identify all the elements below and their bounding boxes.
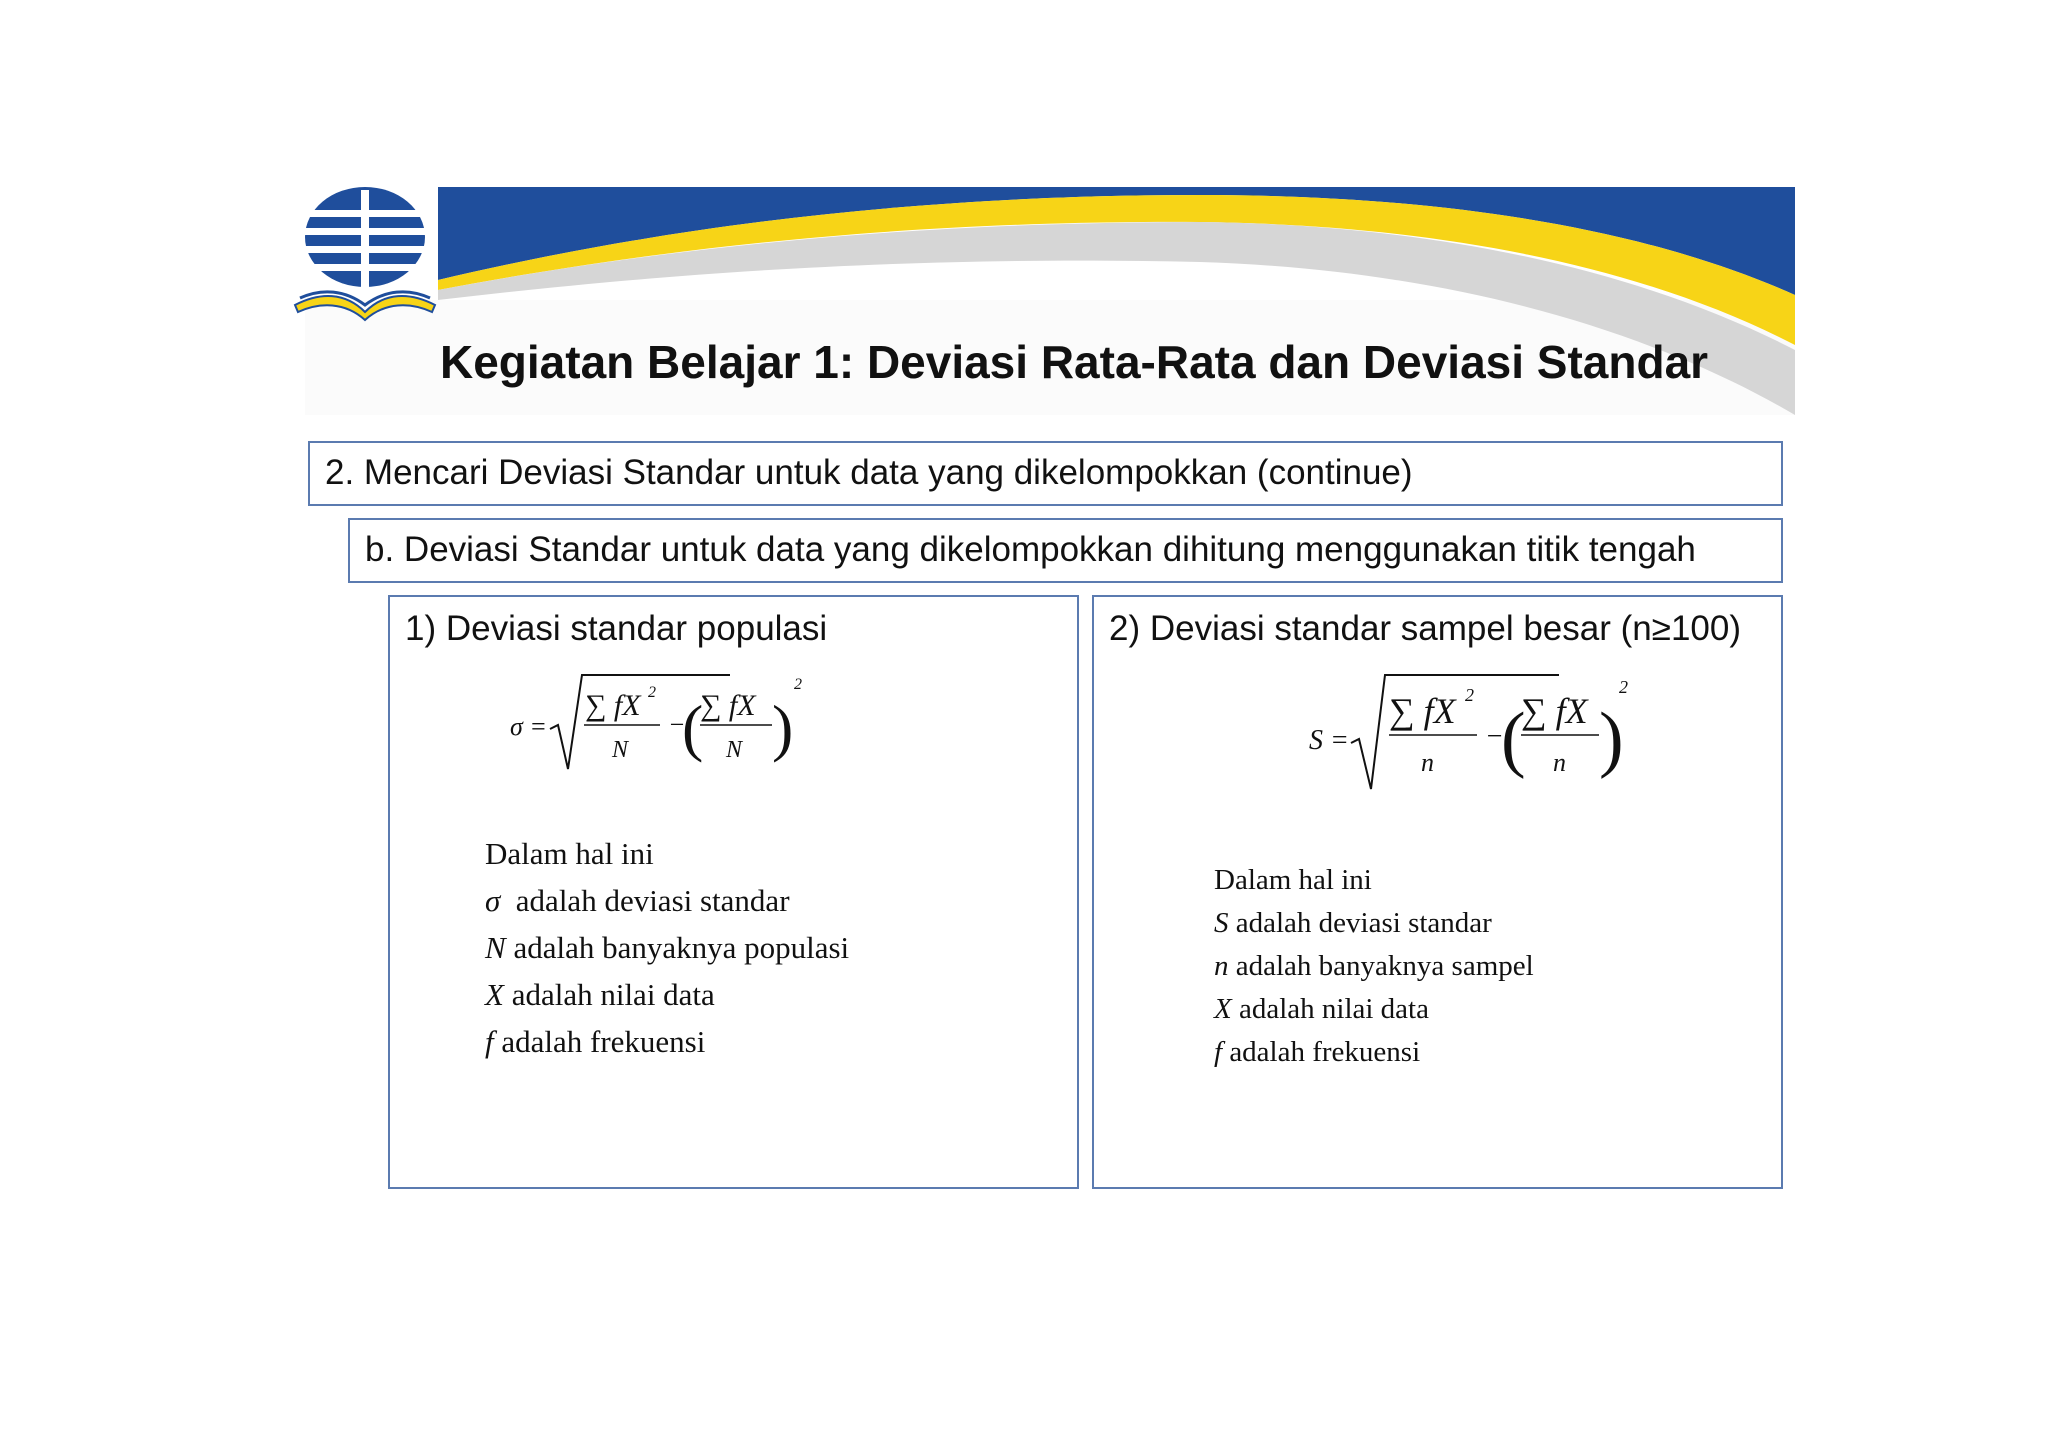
- formula-lhs: S =: [1309, 725, 1349, 756]
- fraction1-numerator: ∑ fX: [585, 689, 641, 722]
- fraction1-exponent: 2: [648, 684, 656, 701]
- fraction2-numerator: ∑ fX: [700, 689, 756, 722]
- subsection-heading: b. Deviasi Standar untuk data yang dikelompokkan dihitung menggunakan titik tengah: [365, 530, 1696, 569]
- left-paren: (: [682, 692, 704, 763]
- fraction1-denominator: n: [1421, 748, 1434, 777]
- fraction1-exponent: 2: [1465, 685, 1474, 705]
- fraction2-denominator: n: [1553, 748, 1566, 777]
- definition-item: N adalah banyaknya populasi: [485, 930, 850, 965]
- definition-item: f adalah frekuensi: [485, 1024, 706, 1059]
- formula-lhs: σ =: [510, 712, 547, 741]
- definitions-intro: Dalam hal ini: [1214, 864, 1372, 896]
- definition-item: S adalah deviasi standar: [1214, 907, 1492, 939]
- panel-sample-heading: 2) Deviasi standar sampel besar (n≥100): [1109, 609, 1741, 648]
- formula-minus: −: [668, 710, 686, 739]
- definition-item: X adalah nilai data: [1214, 993, 1429, 1025]
- page-title: Kegiatan Belajar 1: Deviasi Rata-Rata dan Deviasi Standar: [440, 336, 1709, 388]
- fraction1-numerator: ∑ fX: [1389, 691, 1456, 731]
- panel-population: [388, 595, 1079, 1189]
- fraction2-numerator: ∑ fX: [1521, 691, 1588, 731]
- left-paren: (: [1501, 698, 1526, 780]
- subsection-heading-box: [348, 518, 1783, 583]
- definition-item: σ adalah deviasi standar: [485, 883, 790, 918]
- section-heading-box: [308, 441, 1783, 506]
- sample-definitions: [1214, 859, 1534, 1074]
- fraction1-denominator: N: [612, 737, 629, 763]
- right-paren: ): [1599, 698, 1624, 780]
- formula-minus: −: [1485, 721, 1504, 752]
- panel-sample: [1092, 595, 1783, 1189]
- sample-std-formula: [1309, 667, 1629, 807]
- right-paren: ): [772, 692, 794, 763]
- panel-population-heading: 1) Deviasi standar populasi: [405, 609, 828, 648]
- population-std-formula: [510, 667, 830, 787]
- fraction2-denominator: N: [726, 737, 743, 763]
- section-heading: 2. Mencari Deviasi Standar untuk data yang dikelompokkan (continue): [325, 453, 1413, 492]
- paren-exponent: 2: [794, 676, 802, 693]
- definition-item: n adalah banyaknya sampel: [1214, 950, 1534, 982]
- definition-item: f adalah frekuensi: [1214, 1036, 1421, 1068]
- population-definitions: [485, 830, 849, 1065]
- paren-exponent: 2: [1619, 677, 1628, 697]
- definition-item: X adalah nilai data: [485, 977, 715, 1012]
- definitions-intro: Dalam hal ini: [485, 836, 654, 871]
